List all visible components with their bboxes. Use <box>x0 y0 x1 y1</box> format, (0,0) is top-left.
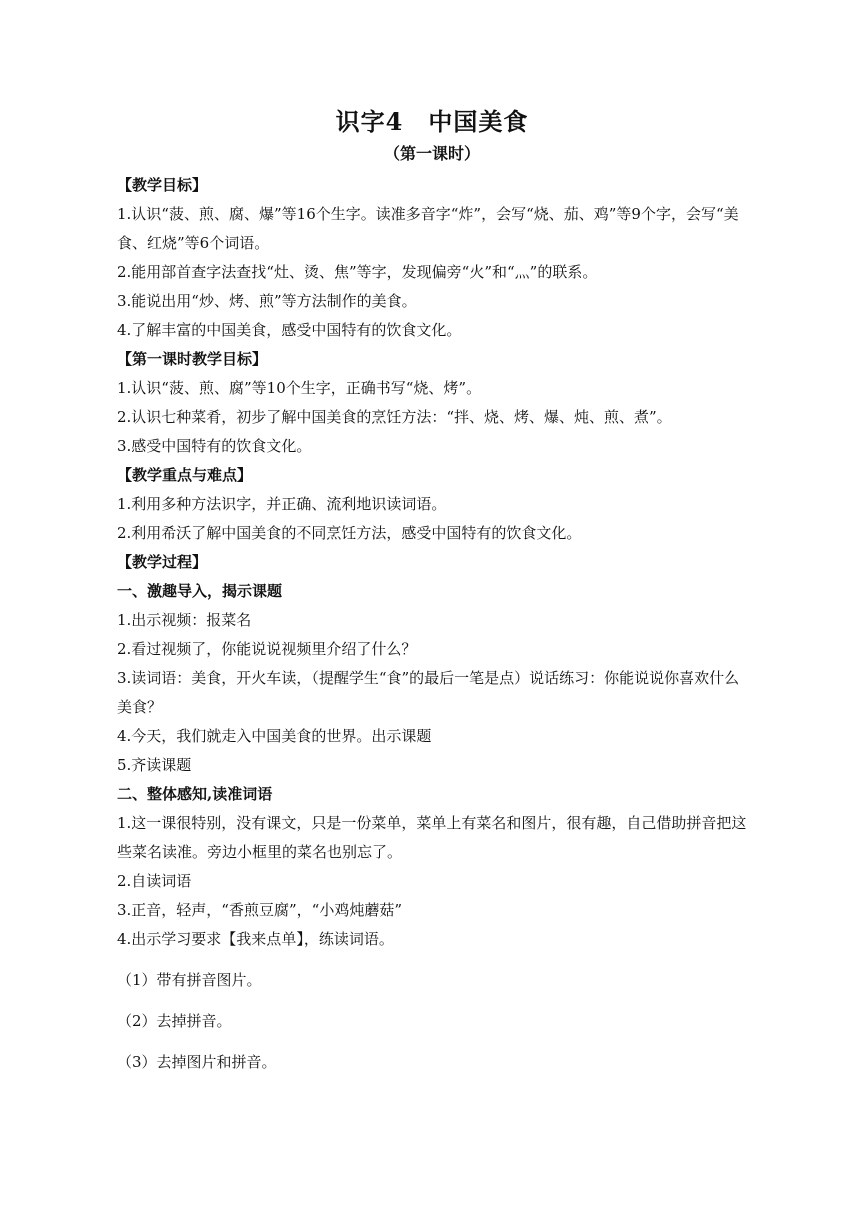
part2-item: 1.这一课很特别，没有课文，只是一份菜单，菜单上有菜名和图片，很有趣，自己借助拼音把这些菜名读准。旁边小框里的菜名也别忘了。 <box>117 814 747 861</box>
step-item: （1）带有拼音图片。 <box>117 971 262 989</box>
part1-item: 3.读词语：美食，开火车读，（提醒学生“食”的最后一笔是点）说话练习：你能说说你喜欢什么美食？ <box>117 669 740 716</box>
page-title: 识字4 中国美食 <box>335 107 529 136</box>
goal-item: 4.了解丰富的中国美食，感受中国特有的饮食文化。 <box>117 321 462 339</box>
key-point-item: 1.利用多种方法识字，并正确、流利地识读词语。 <box>117 495 447 513</box>
part-heading-2: 二、整体感知,读准词语 <box>117 785 273 803</box>
step-item: （3）去掉图片和拼音。 <box>117 1053 277 1071</box>
part2-item: 4.出示学习要求【我来点单】，练读词语。 <box>117 930 394 948</box>
goal-item: 1.认识“菠、煎、腐、爆”等16个生字。读准多音字“炸”，会写“烧、茄、鸡”等9个字，会写“美食、红烧”等6个词语。 <box>117 205 739 252</box>
lesson-goal-item: 2.认识七种菜肴，初步了解中国美食的烹饪方法：“拌、烧、烤、爆、炖、煎、煮”。 <box>117 408 672 426</box>
section-heading-lesson-goals: 【第一课时教学目标】 <box>117 350 268 368</box>
goal-item: 3.能说出用“炒、烤、煎”等方法制作的美食。 <box>117 292 417 310</box>
part2-item: 3.正音，轻声，“香煎豆腐”，“小鸡炖蘑菇” <box>117 901 402 919</box>
part1-item: 5.齐读课题 <box>117 756 192 774</box>
document-page <box>117 104 747 1077</box>
part1-item: 1.出示视频：报菜名 <box>117 611 252 629</box>
page-subtitle: （第一课时） <box>383 144 480 163</box>
lesson-goal-item: 3.感受中国特有的饮食文化。 <box>117 437 312 455</box>
section-heading-process: 【教学过程】 <box>117 553 208 571</box>
part1-item: 4.今天，我们就走入中国美食的世界。出示课题 <box>117 727 432 745</box>
part1-item: 2.看过视频了，你能说说视频里介绍了什么？ <box>117 640 417 658</box>
part-heading-1: 一、激趣导入，揭示课题 <box>117 582 283 600</box>
goal-item: 2.能用部首查字法查找“灶、烫、焦”等字，发现偏旁“火”和“灬”的联系。 <box>117 263 598 281</box>
part2-item: 2.自读词语 <box>117 872 192 890</box>
step-item: （2）去掉拼音。 <box>117 1012 232 1030</box>
section-heading-key-points: 【教学重点与难点】 <box>117 466 253 484</box>
key-point-item: 2.利用希沃了解中国美食的不同烹饪方法，感受中国特有的饮食文化。 <box>117 524 582 542</box>
lesson-goal-item: 1.认识“菠、煎、腐”等10个生字，正确书写“烧、烤”。 <box>117 379 482 397</box>
section-heading-goals: 【教学目标】 <box>117 176 208 194</box>
